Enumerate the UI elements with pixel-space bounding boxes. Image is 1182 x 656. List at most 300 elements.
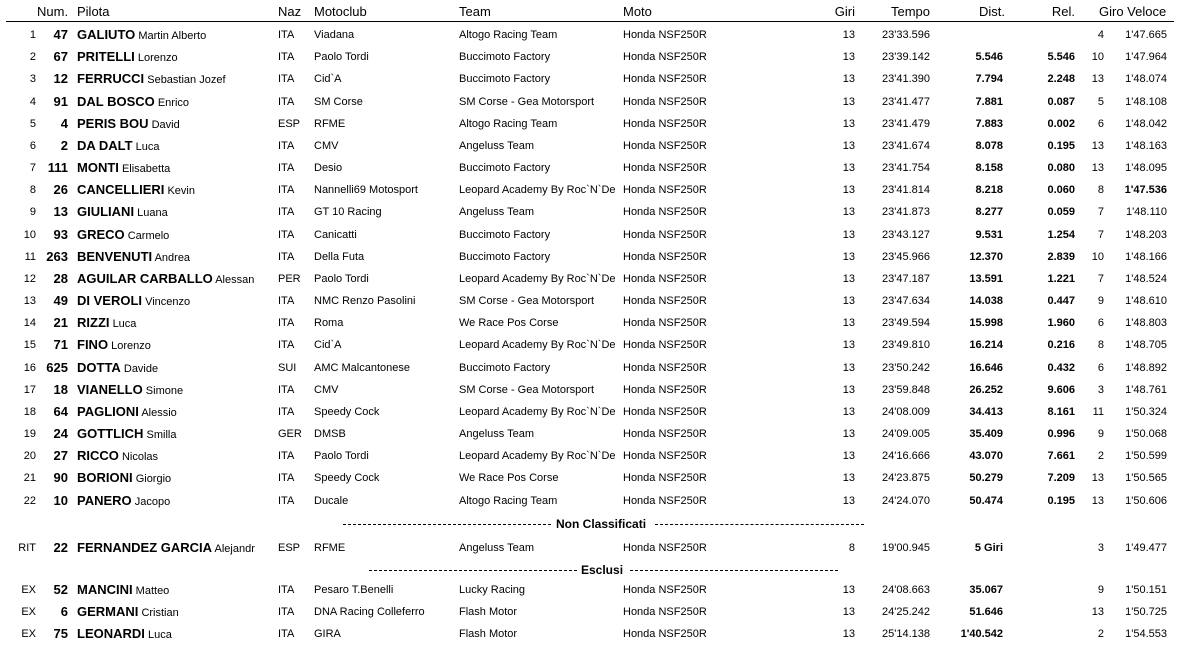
bike-cell: Honda NSF250R [623, 184, 707, 197]
nation-cell: ITA [278, 606, 295, 619]
best-lap-time-cell: 1'47.964 [1125, 51, 1167, 64]
rider-surname: FINO [77, 337, 109, 353]
best-lap-number-cell: 2 [1097, 628, 1104, 641]
table-row [0, 580, 1182, 600]
nation-cell: ITA [278, 228, 295, 241]
best-lap-number-cell: 13 [1091, 472, 1104, 485]
rider-first-name: Luca [112, 318, 137, 331]
position-cell: 4 [29, 95, 36, 108]
time-cell: 23'59.848 [882, 383, 930, 396]
interval-cell: 0.432 [1047, 361, 1075, 374]
best-lap-time-cell: 1'48.074 [1125, 73, 1167, 86]
number-cell: 49 [53, 293, 68, 309]
bike-cell: Honda NSF250R [623, 250, 707, 263]
bike-cell: Honda NSF250R [623, 139, 707, 152]
nation-cell: PER [278, 272, 301, 285]
laps-cell: 13 [842, 494, 855, 507]
rider-first-name: Matteo [135, 585, 170, 597]
laps-cell: 13 [842, 628, 855, 641]
laps-cell: 13 [842, 428, 855, 441]
gap-cell: 34.413 [969, 405, 1003, 418]
rider-cell [77, 69, 274, 90]
rider-cell [77, 225, 274, 246]
interval-cell: 1.221 [1047, 272, 1075, 285]
section-divider-left [343, 524, 551, 525]
team-cell: We Race Pos Corse [459, 317, 559, 330]
bike-cell: Honda NSF250R [623, 29, 707, 41]
interval-cell: 0.195 [1047, 139, 1075, 152]
position-cell: 7 [29, 162, 36, 175]
time-cell: 24'16.666 [882, 450, 930, 463]
laps-cell: 13 [842, 317, 855, 330]
gap-cell: 8.218 [975, 184, 1003, 197]
time-cell: 24'23.875 [882, 472, 930, 485]
gap-cell: 16.214 [969, 339, 1003, 352]
table-row [0, 269, 1182, 289]
rider-surname: GALIUTO [77, 27, 136, 42]
bike-cell: Honda NSF250R [623, 51, 707, 64]
team-cell: We Race Pos Corse [459, 472, 559, 485]
laps-cell: 13 [842, 228, 855, 241]
team-cell: Altogo Racing Team [459, 117, 558, 130]
rider-surname: RICCO [77, 448, 119, 464]
best-lap-time-cell: 1'48.095 [1125, 162, 1167, 175]
number-cell: 24 [53, 426, 68, 442]
motoclub-cell: RFME [314, 542, 346, 554]
best-lap-time-cell: 1'48.803 [1125, 317, 1167, 330]
rider-first-name: Luca [135, 140, 160, 153]
number-cell: 90 [53, 470, 68, 486]
rider-first-name: Lorenzo [137, 52, 178, 65]
nation-cell: ITA [278, 472, 295, 485]
time-cell: 24'24.070 [882, 494, 930, 507]
rider-cell [77, 313, 274, 334]
rider-first-name: Giorgio [135, 473, 172, 486]
gap-cell: 7.883 [975, 117, 1003, 130]
bike-cell: Honda NSF250R [623, 542, 707, 554]
time-cell: 23'43.127 [882, 228, 930, 241]
best-lap-time-cell: 1'48.042 [1125, 117, 1167, 130]
header-num: Num. [37, 4, 69, 19]
interval-cell: 0.447 [1047, 295, 1075, 308]
team-cell: Leopard Academy By Roc`N`De [459, 405, 616, 418]
header-naz: Naz [278, 4, 302, 19]
interval-cell: 0.087 [1047, 95, 1075, 108]
gap-cell: 8.078 [975, 139, 1003, 152]
table-row [0, 247, 1182, 267]
team-cell: Altogo Racing Team [459, 29, 558, 41]
rider-surname: GOTTLICH [77, 426, 144, 442]
rider-surname: GRECO [77, 226, 125, 242]
header-tempo: Tempo [890, 4, 930, 19]
position-cell: 9 [29, 206, 36, 219]
laps-cell: 13 [842, 73, 855, 86]
time-cell: 23'45.966 [882, 250, 930, 263]
best-lap-time-cell: 1'48.110 [1125, 206, 1167, 219]
header-giro-veloce: Giro Veloce [1099, 4, 1167, 19]
gap-cell: 1'40.542 [960, 628, 1003, 641]
position-cell: 11 [24, 250, 36, 263]
laps-cell: 13 [842, 206, 855, 219]
motoclub-cell: Della Futa [314, 250, 365, 263]
position-cell: 10 [23, 228, 36, 241]
laps-cell: 13 [842, 584, 855, 596]
nation-cell: ITA [278, 184, 295, 197]
time-cell: 23'41.754 [882, 162, 930, 175]
interval-cell: 1.254 [1047, 228, 1075, 241]
bike-cell: Honda NSF250R [623, 228, 707, 241]
rider-first-name: Alejandr [214, 543, 255, 555]
bike-cell: Honda NSF250R [623, 428, 707, 441]
nation-cell: ITA [278, 73, 295, 86]
nation-cell: ITA [278, 250, 295, 263]
rider-cell [77, 491, 274, 512]
rider-cell [77, 358, 274, 379]
best-lap-time-cell: 1'50.068 [1125, 428, 1167, 441]
number-cell: 111 [47, 160, 68, 176]
best-lap-number-cell: 6 [1097, 317, 1104, 330]
rider-first-name: Luana [137, 207, 168, 220]
time-cell: 24'08.009 [882, 405, 930, 418]
rider-surname: RIZZI [77, 315, 110, 331]
position-cell: 3 [29, 73, 36, 86]
best-lap-number-cell: 2 [1097, 450, 1104, 463]
rider-cell [77, 269, 274, 290]
motoclub-cell: AMC Malcantonese [314, 361, 410, 374]
best-lap-time-cell: 1'47.665 [1125, 29, 1167, 41]
position-cell: 8 [29, 184, 36, 197]
team-cell: Angeluss Team [459, 542, 535, 554]
rider-surname: DA DALT [77, 137, 133, 153]
number-cell: 22 [53, 540, 68, 555]
number-cell: 93 [53, 226, 68, 242]
best-lap-number-cell: 9 [1097, 428, 1104, 441]
table-row [0, 136, 1182, 156]
rider-first-name: Jacopo [134, 495, 171, 508]
header-pilota: Pilota [77, 4, 110, 19]
nation-cell: ITA [278, 162, 295, 175]
interval-cell: 2.839 [1047, 250, 1075, 263]
rider-surname: BORIONI [77, 470, 133, 486]
position-cell: 17 [23, 383, 36, 396]
motoclub-cell: Desio [314, 162, 343, 175]
bike-cell: Honda NSF250R [623, 272, 707, 285]
time-cell: 25'14.138 [882, 628, 930, 641]
motoclub-cell: CMV [314, 383, 339, 396]
nation-cell: ITA [278, 295, 295, 308]
best-lap-time-cell: 1'48.163 [1125, 139, 1167, 152]
gap-cell: 35.067 [969, 584, 1003, 596]
time-cell: 23'47.187 [882, 272, 930, 285]
rider-cell [77, 624, 274, 645]
table-row [0, 491, 1182, 511]
number-cell: 71 [53, 337, 68, 353]
team-cell: SM Corse - Gea Motorsport [459, 383, 595, 396]
position-cell: 21 [23, 472, 36, 485]
table-row [0, 69, 1182, 89]
laps-cell: 13 [842, 29, 855, 41]
rider-first-name: Carmelo [127, 229, 170, 242]
laps-cell: 8 [848, 542, 855, 554]
laps-cell: 13 [842, 117, 855, 130]
motoclub-cell: DNA Racing Colleferro [314, 606, 425, 619]
number-cell: 64 [53, 403, 68, 419]
table-row [0, 424, 1182, 444]
rider-cell [77, 92, 274, 113]
team-cell: Leopard Academy By Roc`N`De [459, 272, 616, 285]
time-cell: 19'00.945 [882, 542, 930, 554]
best-lap-time-cell: 1'48.892 [1125, 361, 1167, 374]
section-label: Non Classificati [556, 517, 647, 531]
best-lap-number-cell: 7 [1097, 272, 1104, 285]
bike-cell: Honda NSF250R [623, 295, 707, 308]
bike-cell: Honda NSF250R [623, 450, 707, 463]
table-row [0, 335, 1182, 355]
rider-cell [77, 468, 274, 489]
best-lap-number-cell: 10 [1091, 250, 1104, 263]
rider-surname: CANCELLIERI [77, 182, 165, 198]
section-divider-right [630, 570, 838, 571]
table-row [0, 202, 1182, 222]
best-lap-number-cell: 13 [1091, 73, 1104, 86]
motoclub-cell: Roma [314, 317, 344, 330]
nation-cell: ITA [278, 339, 295, 352]
rider-surname: FERNANDEZ GARCIA [77, 540, 213, 555]
bike-cell: Honda NSF250R [623, 494, 707, 507]
bike-cell: Honda NSF250R [623, 383, 707, 396]
team-cell: Buccimoto Factory [459, 73, 551, 86]
team-cell: Angeluss Team [459, 206, 535, 219]
position-cell: 20 [23, 450, 36, 463]
interval-cell: 7.661 [1047, 450, 1075, 463]
best-lap-number-cell: 3 [1097, 383, 1104, 396]
laps-cell: 13 [842, 450, 855, 463]
team-cell: Lucky Racing [459, 584, 526, 596]
best-lap-time-cell: 1'54.553 [1125, 628, 1167, 641]
nation-cell: GER [278, 428, 302, 441]
laps-cell: 13 [842, 272, 855, 285]
motoclub-cell: CMV [314, 139, 339, 152]
rider-surname: DAL BOSCO [77, 93, 155, 109]
bike-cell: Honda NSF250R [623, 606, 707, 619]
time-cell: 23'47.634 [882, 295, 930, 308]
best-lap-number-cell: 13 [1091, 162, 1104, 175]
laps-cell: 13 [842, 472, 855, 485]
gap-cell: 12.370 [969, 250, 1003, 263]
interval-cell: 0.195 [1047, 494, 1075, 507]
gap-cell: 8.277 [975, 206, 1003, 219]
section-non-classificati [0, 515, 1182, 533]
gap-cell: 35.409 [969, 428, 1003, 441]
table-row [0, 538, 1182, 558]
number-cell: 13 [53, 204, 68, 220]
gap-cell: 43.070 [969, 450, 1003, 463]
rider-cell [77, 335, 274, 356]
laps-cell: 13 [842, 139, 855, 152]
rider-surname: DOTTA [77, 359, 121, 375]
number-cell: 52 [53, 582, 68, 597]
rider-first-name: Martin Alberto [138, 30, 207, 42]
number-cell: 26 [53, 182, 68, 198]
number-cell: 28 [53, 270, 68, 286]
table-row [0, 358, 1182, 378]
position-cell: EX [21, 606, 36, 619]
motoclub-cell: GIRA [314, 628, 341, 641]
time-cell: 23'41.479 [882, 117, 930, 130]
best-lap-number-cell: 8 [1097, 184, 1104, 197]
rider-surname: PANERO [77, 492, 132, 508]
team-cell: Leopard Academy By Roc`N`De [459, 339, 616, 352]
gap-cell: 8.158 [975, 162, 1003, 175]
position-cell: 5 [29, 117, 36, 130]
bike-cell: Honda NSF250R [623, 317, 707, 330]
gap-cell: 26.252 [969, 383, 1003, 396]
rider-cell [77, 25, 274, 46]
best-lap-time-cell: 1'50.725 [1125, 606, 1167, 619]
best-lap-time-cell: 1'47.536 [1124, 184, 1167, 197]
team-cell: Buccimoto Factory [459, 162, 551, 175]
header-motoclub: Motoclub [314, 4, 367, 19]
table-row [0, 402, 1182, 422]
best-lap-number-cell: 4 [1097, 29, 1104, 41]
bike-cell: Honda NSF250R [623, 472, 707, 485]
interval-cell: 0.080 [1047, 162, 1075, 175]
section-esclusi [0, 561, 1182, 579]
rider-first-name: Nicolas [121, 451, 159, 464]
motoclub-cell: Paolo Tordi [314, 450, 369, 463]
rider-surname: DI VEROLI [77, 293, 143, 309]
rider-surname: AGUILAR CARBALLO [77, 270, 213, 286]
gap-cell: 9.531 [975, 228, 1003, 241]
nation-cell: ITA [278, 29, 295, 41]
rider-cell [77, 136, 274, 157]
gap-cell: 5 Giri [974, 542, 1003, 554]
header-team: Team [459, 4, 491, 19]
motoclub-cell: RFME [314, 117, 346, 130]
best-lap-number-cell: 3 [1097, 542, 1104, 554]
rider-first-name: David [151, 118, 180, 131]
bike-cell: Honda NSF250R [623, 73, 707, 86]
laps-cell: 13 [842, 95, 855, 108]
best-lap-time-cell: 1'50.599 [1125, 450, 1167, 463]
table-row [0, 47, 1182, 67]
number-cell: 12 [53, 71, 68, 87]
rider-first-name: Elisabetta [121, 163, 171, 176]
nation-cell: SUI [278, 361, 297, 374]
interval-cell: 9.606 [1047, 383, 1075, 396]
nation-cell: ITA [278, 317, 295, 330]
best-lap-number-cell: 10 [1091, 51, 1104, 64]
motoclub-cell: GT 10 Racing [314, 206, 382, 219]
header-dist: Dist. [979, 4, 1005, 19]
rider-cell [77, 402, 274, 423]
rider-cell [77, 114, 274, 135]
time-cell: 24'09.005 [882, 428, 930, 441]
number-cell: 625 [46, 359, 68, 375]
table-row [0, 602, 1182, 622]
rider-surname: FERRUCCI [77, 71, 145, 87]
gap-cell: 15.998 [969, 317, 1003, 330]
motoclub-cell: Ducale [314, 494, 349, 507]
rider-cell [77, 446, 274, 467]
position-cell: 13 [23, 295, 36, 308]
gap-cell: 16.646 [969, 361, 1003, 374]
motoclub-cell: Paolo Tordi [314, 272, 369, 285]
nation-cell: ESP [278, 542, 301, 554]
gap-cell: 13.591 [969, 272, 1003, 285]
best-lap-time-cell: 1'48.203 [1125, 228, 1167, 241]
nation-cell: ITA [278, 450, 295, 463]
team-cell: Flash Motor [459, 606, 518, 619]
number-cell: 75 [53, 626, 68, 642]
header-giri: Giri [834, 4, 855, 19]
rider-first-name: Enrico [157, 96, 190, 109]
best-lap-number-cell: 6 [1097, 361, 1104, 374]
best-lap-number-cell: 7 [1097, 206, 1104, 219]
position-cell: 15 [23, 339, 36, 352]
motoclub-cell: Paolo Tordi [314, 51, 369, 64]
rider-first-name: Vincenzo [145, 296, 191, 309]
best-lap-time-cell: 1'48.524 [1125, 272, 1167, 285]
rider-first-name: Kevin [167, 185, 195, 198]
header-divider [6, 21, 1174, 22]
team-cell: Leopard Academy By Roc`N`De [459, 184, 616, 197]
rider-cell [77, 424, 274, 445]
nation-cell: ITA [278, 51, 295, 64]
best-lap-number-cell: 8 [1097, 339, 1104, 352]
rider-cell [77, 180, 274, 201]
number-cell: 47 [53, 27, 68, 42]
header-moto: Moto [623, 4, 652, 19]
section-divider-left [369, 570, 577, 571]
number-cell: 10 [53, 492, 68, 508]
best-lap-time-cell: 1'49.477 [1125, 542, 1167, 554]
rider-first-name: Simone [145, 384, 184, 397]
rider-first-name: Smilla [146, 429, 177, 442]
rider-first-name: Cristian [141, 607, 179, 620]
best-lap-number-cell: 9 [1097, 584, 1104, 596]
laps-cell: 13 [842, 51, 855, 64]
rider-first-name: Davide [123, 362, 159, 375]
table-row [0, 225, 1182, 245]
rider-first-name: Sebastian Jozef [147, 74, 226, 87]
number-cell: 21 [53, 315, 68, 331]
best-lap-number-cell: 13 [1091, 139, 1104, 152]
laps-cell: 13 [842, 184, 855, 197]
team-cell: Leopard Academy By Roc`N`De [459, 450, 616, 463]
motoclub-cell: DMSB [314, 428, 346, 441]
laps-cell: 13 [842, 250, 855, 263]
bike-cell: Honda NSF250R [623, 206, 707, 219]
team-cell: Angeluss Team [459, 428, 535, 441]
rider-surname: PRITELLI [77, 49, 135, 65]
rider-cell [77, 247, 274, 268]
bike-cell: Honda NSF250R [623, 628, 707, 641]
best-lap-time-cell: 1'48.705 [1125, 339, 1167, 352]
rider-surname: BENVENUTI [77, 248, 153, 264]
position-cell: EX [21, 584, 36, 596]
bike-cell: Honda NSF250R [623, 162, 707, 175]
rider-first-name: Andrea [154, 251, 191, 264]
motoclub-cell: Cid`A [314, 73, 342, 86]
interval-cell: 0.059 [1047, 206, 1075, 219]
rider-first-name: Alessio [141, 406, 177, 419]
table-row [0, 468, 1182, 488]
team-cell: Buccimoto Factory [459, 228, 551, 241]
table-row [0, 180, 1182, 200]
position-cell: RIT [18, 542, 36, 554]
rider-surname: LEONARDI [77, 626, 145, 642]
